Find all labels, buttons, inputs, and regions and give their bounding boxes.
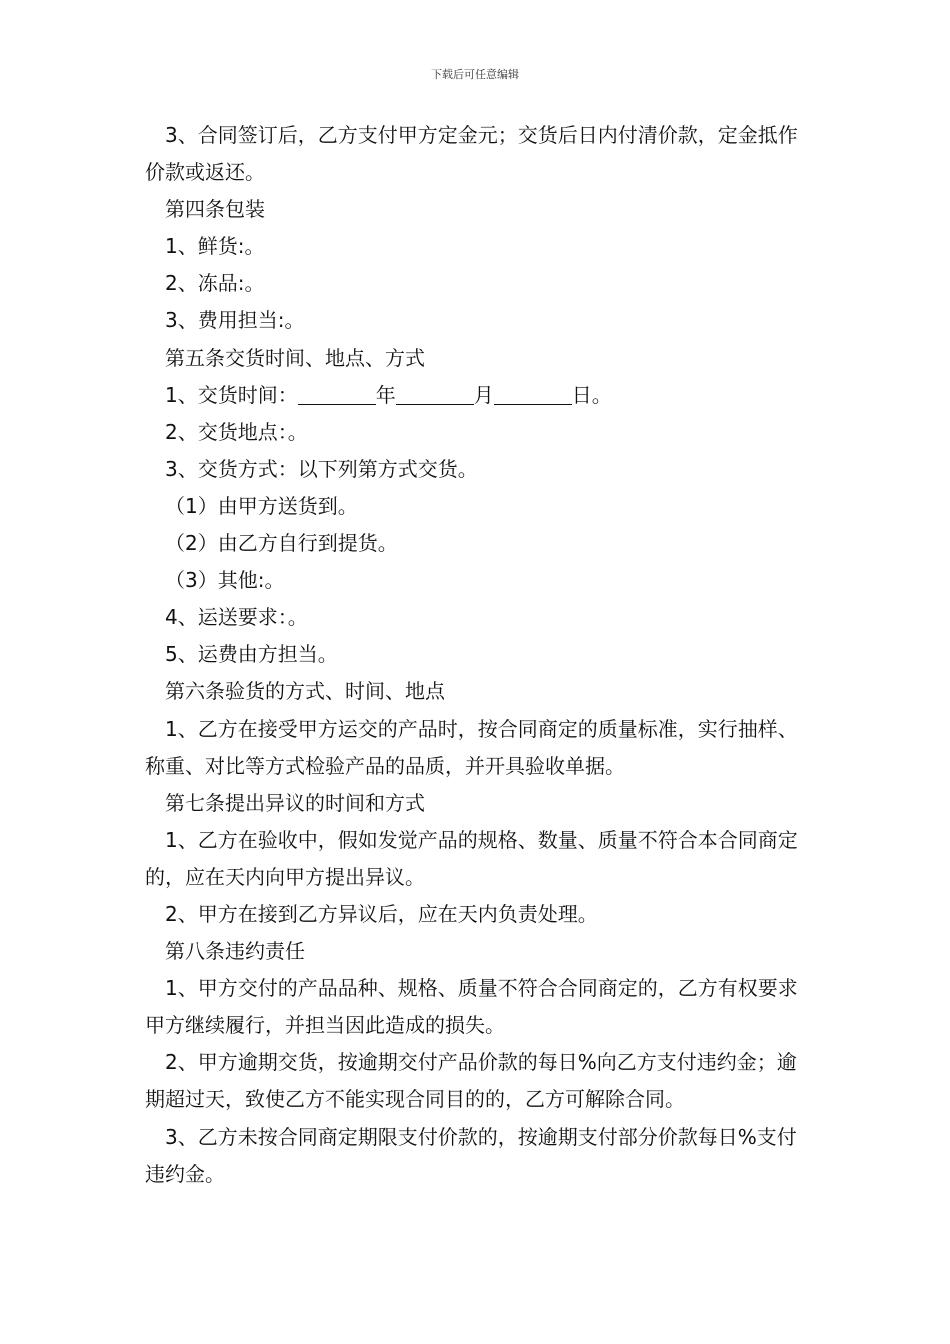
day-blank <box>494 384 572 405</box>
article-5-heading: 第五条交货时间、地点、方式 <box>165 345 425 370</box>
liability-clause-2: 2、甲方逾期交货，按逾期交付产品价款的每日%向乙方支付违约金；逾期超过天，致使乙方不能实现合同目的的，乙方可解除合同。 <box>145 1050 797 1112</box>
method-option-3: （3）其他:。 <box>165 568 285 593</box>
article-4-heading: 第四条包装 <box>165 197 265 222</box>
method-option-1: （1）由甲方送货到。 <box>165 493 358 518</box>
day-label: 日。 <box>571 382 612 407</box>
transport-requirements: 4、运送要求：。 <box>165 605 308 630</box>
delivery-date-line <box>145 377 810 414</box>
liability-clause-1: 1、甲方交付的产品品种、规格、质量不符合合同商定的，乙方有权要求甲方继续履行，并担当因此造成的损失。 <box>145 976 798 1038</box>
month-label: 月 <box>473 382 494 407</box>
delivery-date-prefix: 1、交货时间： <box>165 382 298 407</box>
freight-cost: 5、运费由方担当。 <box>165 642 338 667</box>
document-body <box>145 117 810 1193</box>
month-blank <box>396 384 474 405</box>
year-blank <box>298 384 376 405</box>
inspection-clause: 1、乙方在接受甲方运交的产品时，按合同商定的质量标准，实行抽样、称重、对比等方式检验产品的品质，并开具验收单据。 <box>145 716 798 778</box>
header-note: 下载后可任意编辑 <box>431 68 519 81</box>
packaging-cost: 3、费用担当:。 <box>165 308 305 333</box>
liability-clause-3: 3、乙方未按合同商定期限支付价款的，按逾期支付部分价款每日%支付违约金。 <box>145 1124 797 1186</box>
objection-clause-1: 1、乙方在验收中，假如发觉产品的规格、数量、质量不符合本合同商定的，应在天内向甲方提出异议。 <box>145 827 798 889</box>
article-7-heading: 第七条提出异议的时间和方式 <box>165 790 425 815</box>
article-6-heading: 第六条验货的方式、时间、地点 <box>165 679 445 704</box>
packaging-frozen: 2、冻品:。 <box>165 271 265 296</box>
delivery-method: 3、交货方式：以下列第方式交货。 <box>165 456 478 481</box>
clause-3-deposit: 3、合同签订后，乙方支付甲方定金元；交货后日内付清价款，定金抵作价款或返还。 <box>145 123 798 185</box>
packaging-fresh: 1、鲜货:。 <box>165 234 265 259</box>
year-label: 年 <box>375 382 396 407</box>
delivery-place: 2、交货地点：。 <box>165 419 308 444</box>
article-8-heading: 第八条违约责任 <box>165 939 305 964</box>
method-option-2: （2）由乙方自行到提货。 <box>165 531 398 556</box>
objection-clause-2: 2、甲方在接到乙方异议后，应在天内负责处理。 <box>165 901 598 926</box>
